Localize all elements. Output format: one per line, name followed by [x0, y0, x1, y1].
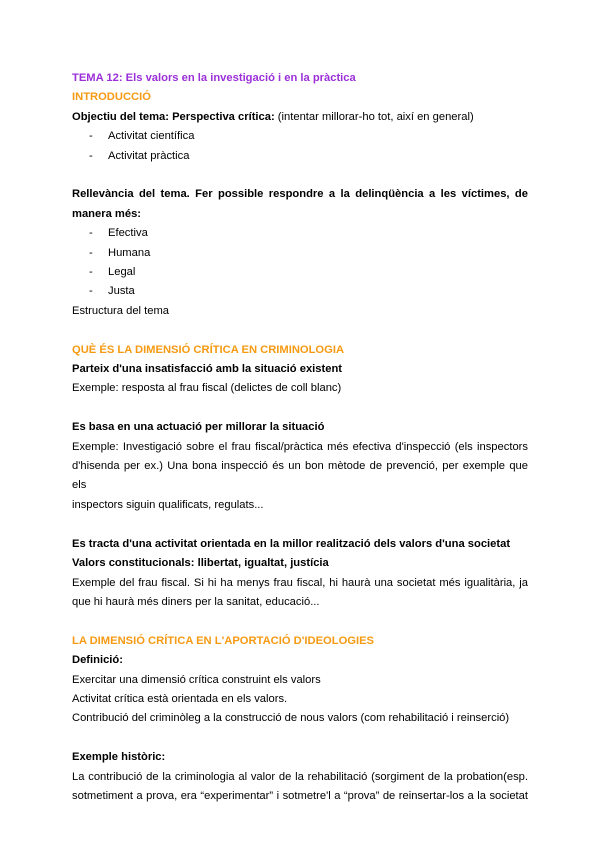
- list-item: - Activitat pràctica: [89, 149, 190, 162]
- section1-p3-title: Es tracta d'una activitat orientada en la millor realització dels valors d'una societat: [72, 537, 511, 550]
- section2-heading: LA DIMENSIÓ CRÍTICA EN L'APORTACIÓ D'IDEOLOGIES: [72, 634, 375, 647]
- history-title: Exemple històric:: [72, 751, 166, 764]
- history-line-2: sotmetiment a prova, era “experimentar” i sotmetre'l a “prova” de reinsertar-los a la societat: [72, 789, 528, 802]
- definition-line-3: Contribució del criminòleg a la construcció de nous valors (com rehabilitació i reinserció): [72, 712, 510, 725]
- objective-label: Objectiu del tema: Perspectiva crítica:: [72, 110, 275, 123]
- section1-p1-title: Parteix d'una insatisfacció amb la situació existent: [72, 363, 343, 376]
- section1-p2-line-2: d'hisenda per ex.) Una bona inspecció és un bon mètode de prevenció, per exemple que els: [72, 460, 528, 492]
- history-line-1: La contribució de la criminologia al valor de la rehabilitació (sorgiment de la probation(esp.: [72, 770, 528, 783]
- section1-p2-line-3: inspectors siguin qualificats, regulats...: [72, 498, 264, 511]
- definition-title: Definició:: [72, 654, 123, 667]
- document-body: [72, 69, 528, 806]
- objective-text: (intentar millorar-ho tot, així en general): [274, 110, 474, 123]
- section1-p3-line-2: que hi haurà més diners per la sanitat, educació...: [72, 595, 320, 608]
- section1-p3-line-1: Exemple del frau fiscal. Si hi ha menys frau fiscal, hi haurà una societat més igualitària, ja: [72, 576, 528, 589]
- section1-p2-line-1: Exemple: Investigació sobre el frau fiscal/pràctica més efectiva d'inspecció (els inspectors: [72, 440, 528, 453]
- structure-label: Estructura del tema: [72, 304, 170, 317]
- objective-line: [72, 108, 528, 127]
- list-item: - Humana: [89, 246, 151, 259]
- section1-p2-title: Es basa en una actuació per millorar la situació: [72, 421, 325, 434]
- intro-heading: INTRODUCCIÓ: [72, 91, 151, 104]
- section1-p1-text: Exemple: resposta al frau fiscal (delictes de coll blanc): [72, 382, 342, 395]
- relevance-line-2: manera més:: [72, 207, 142, 220]
- list-item: - Activitat científica: [89, 130, 195, 143]
- section1-heading: QUÈ ÉS LA DIMENSIÓ CRÍTICA EN CRIMINOLOGIA: [72, 343, 345, 356]
- list-item: - Legal: [89, 266, 136, 279]
- relevance-line-1: Rellevància del tema. Fer possible respondre a la delinqüència a les víctimes, de: [72, 188, 528, 201]
- definition-line-1: Exercitar una dimensió crítica construint els valors: [72, 673, 321, 686]
- list-item: - Justa: [89, 285, 135, 298]
- section1-p3-subtitle: Valors constitucionals: llibertat, igualtat, justícia: [72, 557, 329, 570]
- document-title: TEMA 12: Els valors en la investigació i en la pràctica: [72, 72, 356, 84]
- relevance-list: [72, 224, 528, 302]
- definition-line-2: Activitat crítica està orientada en els valors.: [72, 692, 288, 705]
- objective-list: [72, 127, 528, 166]
- list-item: - Efectiva: [89, 227, 148, 240]
